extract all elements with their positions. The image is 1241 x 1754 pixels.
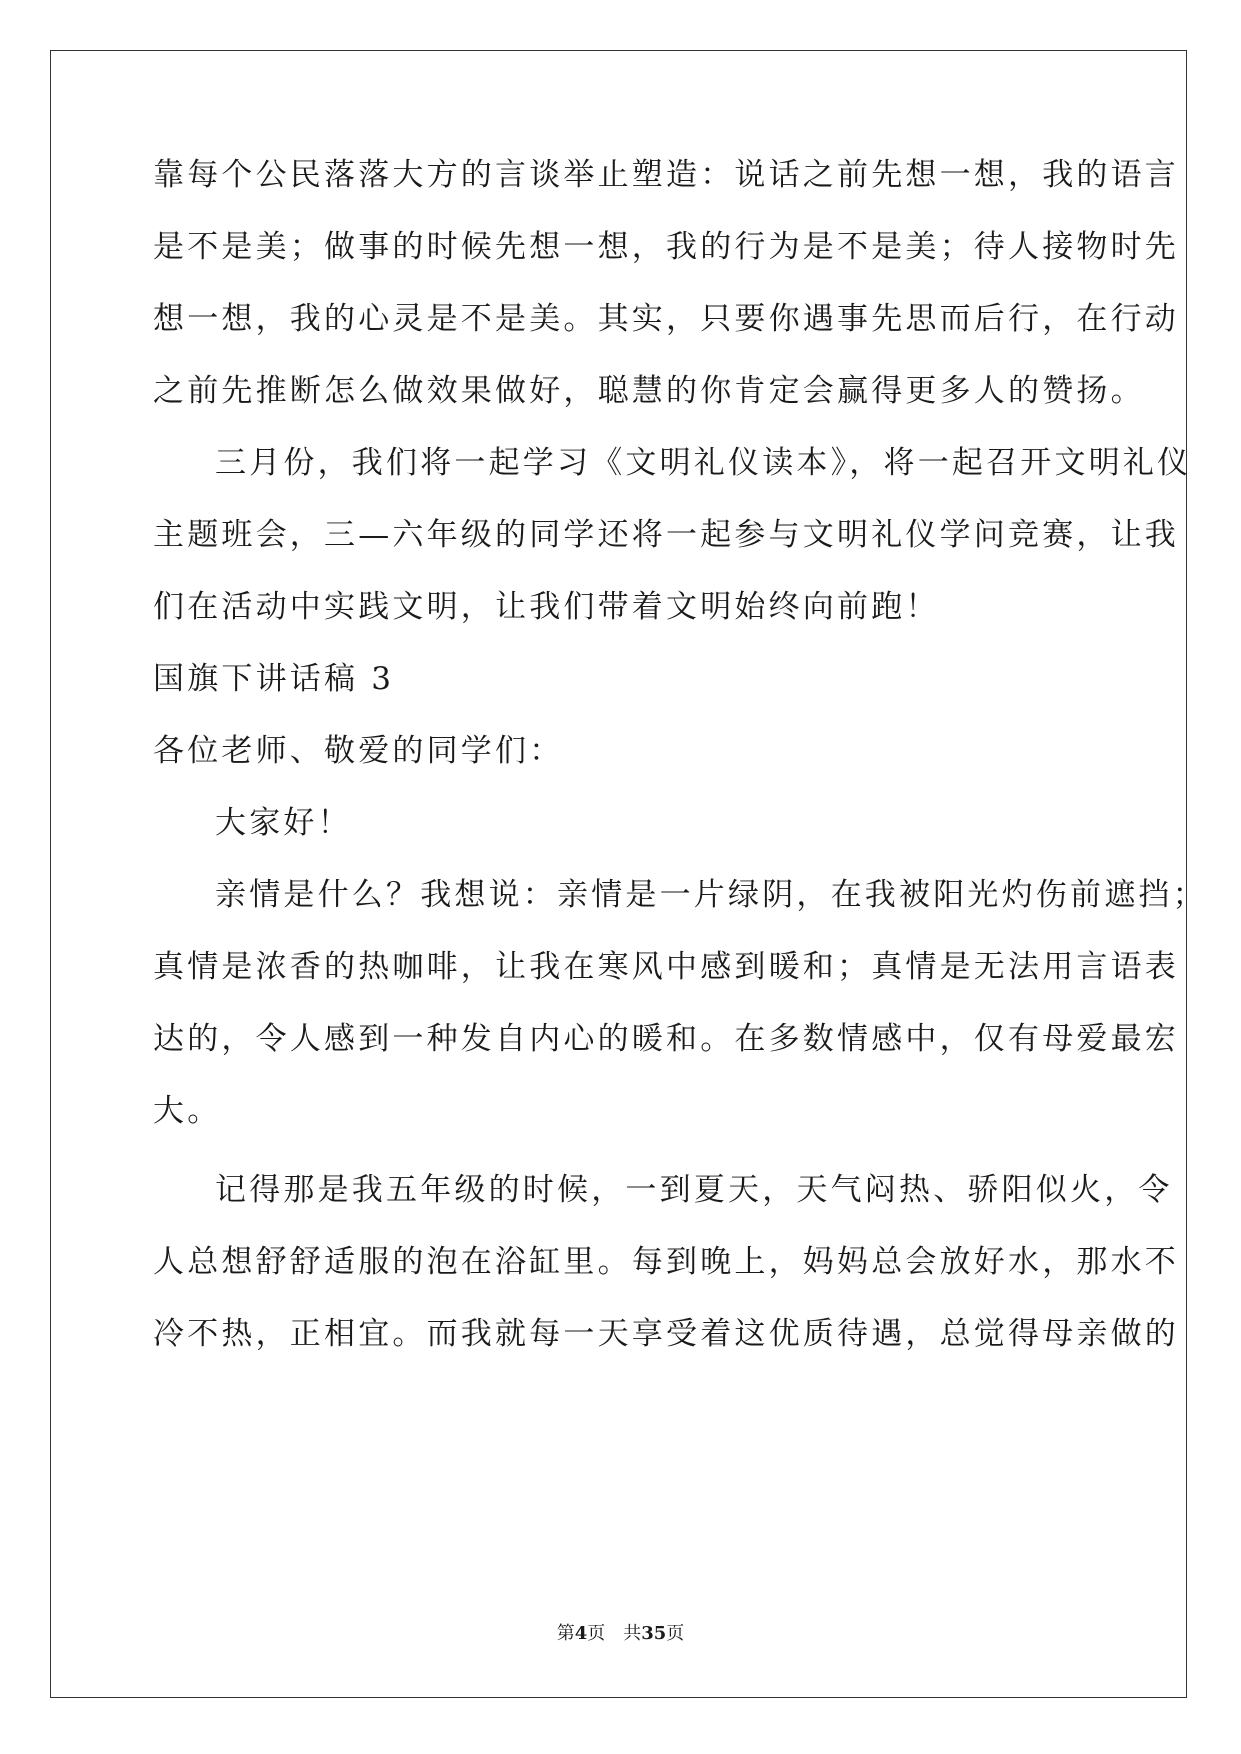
- footer-suffix: 页: [666, 1623, 685, 1644]
- total-page-number: 35: [641, 1623, 667, 1644]
- page-footer: [0, 1622, 1241, 1646]
- text-line: 主题班会，三—六年级的同学还将一起参与文明礼仪学问竞赛，让我: [153, 517, 1179, 553]
- text-line: 靠每个公民落落大方的言谈举止塑造：说话之前先想一想，我的语言: [153, 157, 1179, 193]
- page-border: [50, 50, 1187, 1698]
- text-line: 冷不热，正相宜。而我就每一天享受着这优质待遇，总觉得母亲做的: [153, 1316, 1179, 1352]
- text-line: 大。: [153, 1093, 222, 1129]
- section-heading: 国旗下讲话稿 3: [153, 661, 395, 697]
- text-line: 想一想，我的心灵是不是美。其实，只要你遇事先思而后行，在行动: [153, 301, 1179, 337]
- text-line: 亲情是什么？我想说：亲情是一片绿阴，在我被阳光灼伤前遮挡；: [215, 877, 1207, 913]
- text-line: 人总想舒舒适服的泡在浴缸里。每到晚上，妈妈总会放好水，那水不: [153, 1244, 1179, 1280]
- text-line: 们在活动中实践文明，让我们带着文明始终向前跑！: [153, 589, 940, 625]
- text-line: 达的，令人感到一种发自内心的暖和。在多数情感中，仅有母爱最宏: [153, 1021, 1179, 1057]
- text-line: 记得那是我五年级的时候，一到夏天，天气闷热、骄阳似火，令: [215, 1172, 1173, 1208]
- current-page-number: 4: [574, 1623, 588, 1644]
- greeting: 大家好！: [215, 805, 352, 841]
- text-line: 之前先推断怎么做效果做好，聪慧的你肯定会赢得更多人的赞扬。: [153, 373, 1145, 409]
- text-line: 是不是美；做事的时候先想一想，我的行为是不是美；待人接物时先: [153, 229, 1179, 265]
- text-line: 三月份，我们将一起学习《文明礼仪读本》，将一起召开文明礼仪: [215, 445, 1192, 481]
- salutation: 各位老师、敬爱的同学们：: [153, 733, 564, 769]
- footer-prefix: 第: [556, 1623, 575, 1644]
- text-line: 真情是浓香的热咖啡，让我在寒风中感到暖和；真情是无法用言语表: [153, 949, 1179, 985]
- footer-middle: 页 共: [587, 1623, 642, 1644]
